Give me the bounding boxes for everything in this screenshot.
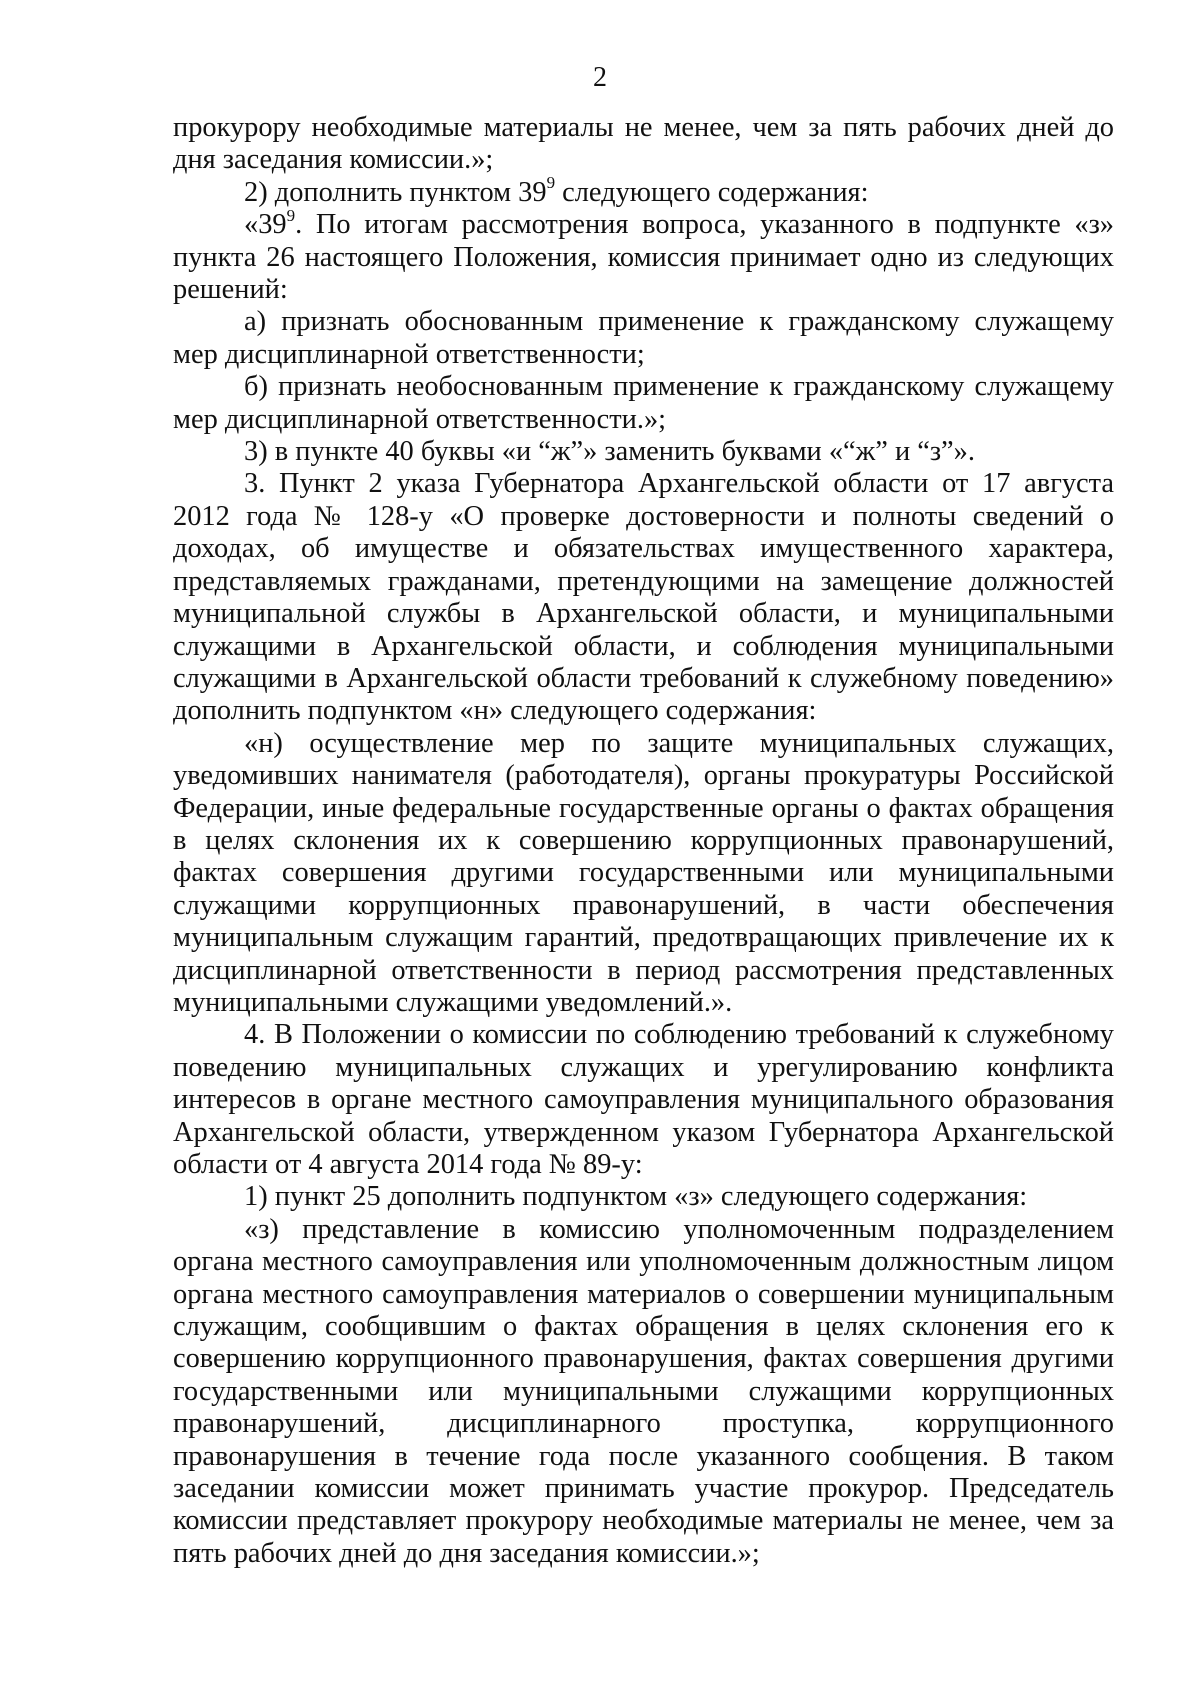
paragraph-clause-39-9 xyxy=(173,205,1114,306)
document-body xyxy=(173,112,1114,1570)
paragraph-section-4: 4. В Положении о комиссии по соблюдению требований к служебному поведению муниципальных служащих и урегулированию конфликта интересов в органе местного самоуправления муниципального образования Архангельской области, утвержденном указом Губернатора Архангельской области от 4 августа 2014 года № 89-у: xyxy=(173,1019,1114,1180)
paragraph-section-3: 3. Пункт 2 указа Губернатора Архангельской области от 17 августа 2012 года № 128-у «О проверке достоверности и полноты сведений о доходах, об имуществе и обязательствах имущественного характера, представляемых гражданами, претендующими на замещение должностей муниципальной службы в Архангельской области, и муниципальными служащими в Архангельской области, и соблюдения муниципальными служащими в Архангельской области требований к служебному поведению» дополнить подпунктом «н» следующего содержания: xyxy=(173,468,1114,727)
paragraph-subitem-a: а) признать обоснованным применение к гражданскому служащему мер дисциплинарной ответственности; xyxy=(173,306,1114,370)
paragraph-continuation: прокурору необходимые материалы не менее, чем за пять рабочих дней до дня заседания комиссии.»; xyxy=(173,112,1114,176)
paragraph-item-1: 1) пункт 25 дополнить подпунктом «з» следующего содержания: xyxy=(244,1181,1028,1213)
page-number: 2 xyxy=(593,62,607,93)
paragraph-item-2 xyxy=(173,173,1114,209)
paragraph-clause-39-9-text: «39 xyxy=(244,209,287,241)
paragraph-subitem-b: б) признать необоснованным применение к гражданскому служащему мер дисциплинарной ответственности.»; xyxy=(173,371,1114,435)
paragraph-clause-39-9-tail: . По итогам рассмотрения вопроса, указанного в подпункте «з» пункта 26 настоящего Положения, комиссия принимает одно из следующих решений: xyxy=(173,209,1114,306)
paragraph-item-3: 3) в пункте 40 буквы «и “ж”» заменить буквами «“ж” и “з”». xyxy=(244,436,975,468)
paragraph-subitem-n: «н) осуществление мер по защите муниципальных служащих, уведомивших нанимателя (работодателя), органы прокуратуры Российской Федерации, иные федеральные государственные органы о фактах обращения в целях склонения их к совершению коррупционных правонарушений, фактах совершения другими государственными или муниципальными служащими коррупционных правонарушений, в части обеспечения муниципальным служащим гарантий, предотвращающих привлечение их к дисциплинарной ответственности в период рассмотрения представленных муниципальными служащими уведомлений.». xyxy=(173,727,1114,1018)
superscript: 9 xyxy=(546,173,556,193)
paragraph-item-2-tail: следующего содержания: xyxy=(555,176,869,208)
paragraph-subitem-z: «з) представление в комиссию уполномоченным подразделением органа местного самоуправления или уполномоченным должностным лицом органа местного самоуправления материалов о совершении муниципальным служащим, сообщившим о фактах обращения в целях склонения его к совершению коррупционного правонарушения, фактах совершения другими государственными или муниципальными служащими коррупционных правонарушений, дисциплинарного проступка, коррупционного правонарушения в течение года после указанного сообщения. В таком заседании комиссии может принимать участие прокурор. Председатель комиссии представляет прокурору необходимые материалы не менее, чем за пять рабочих дней до дня заседания комиссии.»; xyxy=(173,1213,1114,1569)
paragraph-item-2-text: 2) дополнить пунктом 39 xyxy=(244,176,547,208)
superscript: 9 xyxy=(286,205,296,225)
